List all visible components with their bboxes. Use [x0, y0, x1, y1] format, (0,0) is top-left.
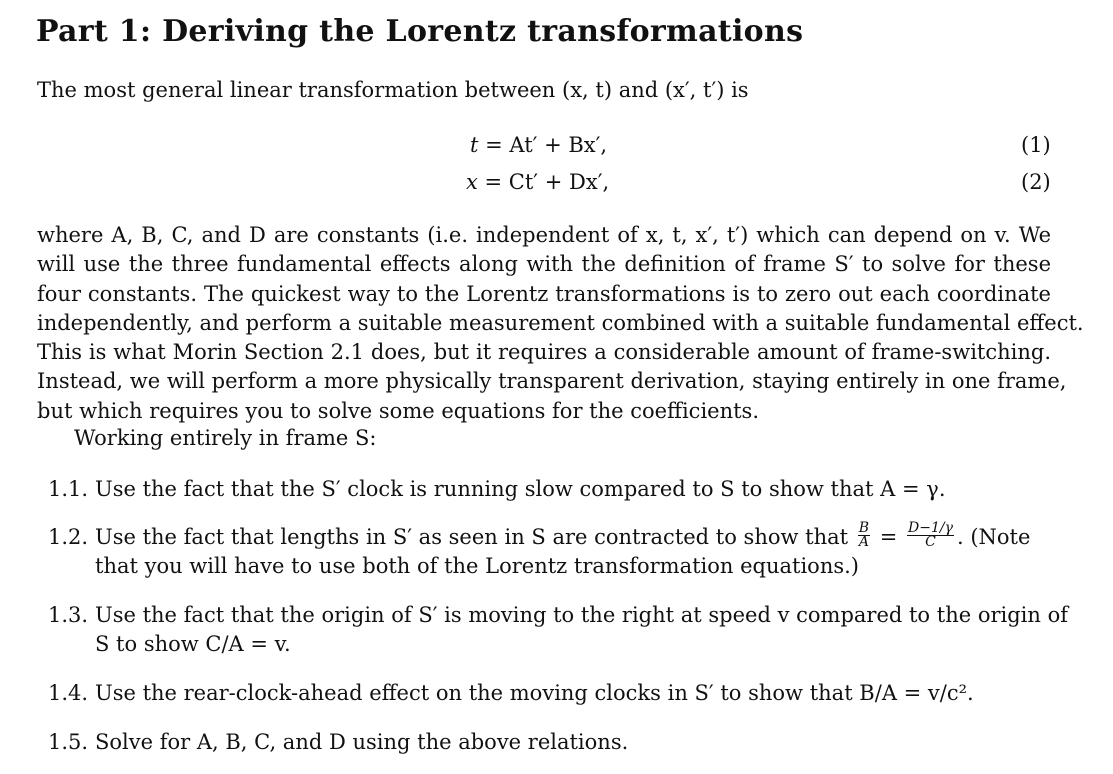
equation-1-lhs: t	[470, 133, 479, 157]
paragraph-line: will use the three fundamental effects along with the definition of frame S′ to solve for these	[37, 252, 1051, 277]
equation-1	[470, 133, 607, 157]
item-text: Use the rear-clock-ahead effect on the moving clocks in S′ to show that B/A = v/c².	[95, 681, 974, 705]
item-text: Use the fact that the origin of S′ is moving to the right at speed v compared to the origin of	[95, 603, 1068, 627]
equation-2-rhs: = Ct′ + Dx′,	[484, 170, 610, 194]
fraction-numerator: B	[858, 520, 870, 536]
item-number: 1.2.	[48, 525, 89, 549]
fraction-numerator: D−1/γ	[908, 520, 953, 536]
item-number: 1.3.	[48, 603, 89, 627]
working-frame-line: Working entirely in frame S:	[74, 426, 377, 450]
equation-1-rhs: = At′ + Bx′,	[485, 133, 608, 157]
paragraph-line: Instead, we will perform a more physically transparent derivation, staying entirely in one frame,	[37, 369, 1067, 394]
item-text: Use the fact that lengths in S′ as seen in S are contracted to show that	[95, 525, 849, 549]
paragraph-line: four constants. The quickest way to the Lorentz transformations is to zero out each coordinate	[37, 281, 1051, 306]
intro-sentence: The most general linear transformation between (x, t) and (x′, t′) is	[37, 78, 749, 102]
item-number: 1.1.	[48, 477, 89, 501]
equation-1-number: (1)	[1021, 133, 1051, 157]
equals-sign: =	[879, 525, 898, 549]
item-text-line-1	[95, 520, 1051, 552]
equation-2-lhs: x	[466, 170, 478, 194]
paragraph-line: where A, B, C, and D are constants (i.e. independent of x, t, x′, t′) which can depend on v. We	[37, 223, 1051, 247]
paragraph-line: independently, and perform a suitable measurement combined with a suitable fundamental effect.	[37, 310, 1084, 335]
equation-2-number: (2)	[1021, 170, 1051, 194]
item-text: Solve for A, B, C, and D using the above relations.	[95, 730, 629, 754]
body-paragraph	[37, 221, 1084, 426]
item-text: Use the fact that the S′ clock is running slow compared to S to show that A = γ.	[95, 477, 946, 501]
fraction-d-over-c	[907, 522, 954, 549]
fraction-b-over-a	[858, 522, 870, 549]
section-heading: Part 1: Deriving the Lorentz transformations	[36, 14, 804, 49]
item-text: . (Note	[957, 525, 1031, 549]
paragraph-line: but which requires you to solve some equations for the coefficients.	[37, 398, 760, 423]
fraction-denominator: A	[858, 534, 869, 550]
item-number: 1.5.	[48, 730, 89, 754]
item-text: S to show C/A = v.	[95, 632, 291, 657]
paragraph-line: This is what Morin Section 2.1 does, but it requires a considerable amount of frame-switching.	[37, 340, 1051, 365]
fraction-denominator: C	[925, 534, 936, 550]
equation-2	[466, 170, 609, 194]
item-text: that you will have to use both of the Lorentz transformation equations.)	[95, 554, 859, 579]
item-number: 1.4.	[48, 681, 89, 705]
